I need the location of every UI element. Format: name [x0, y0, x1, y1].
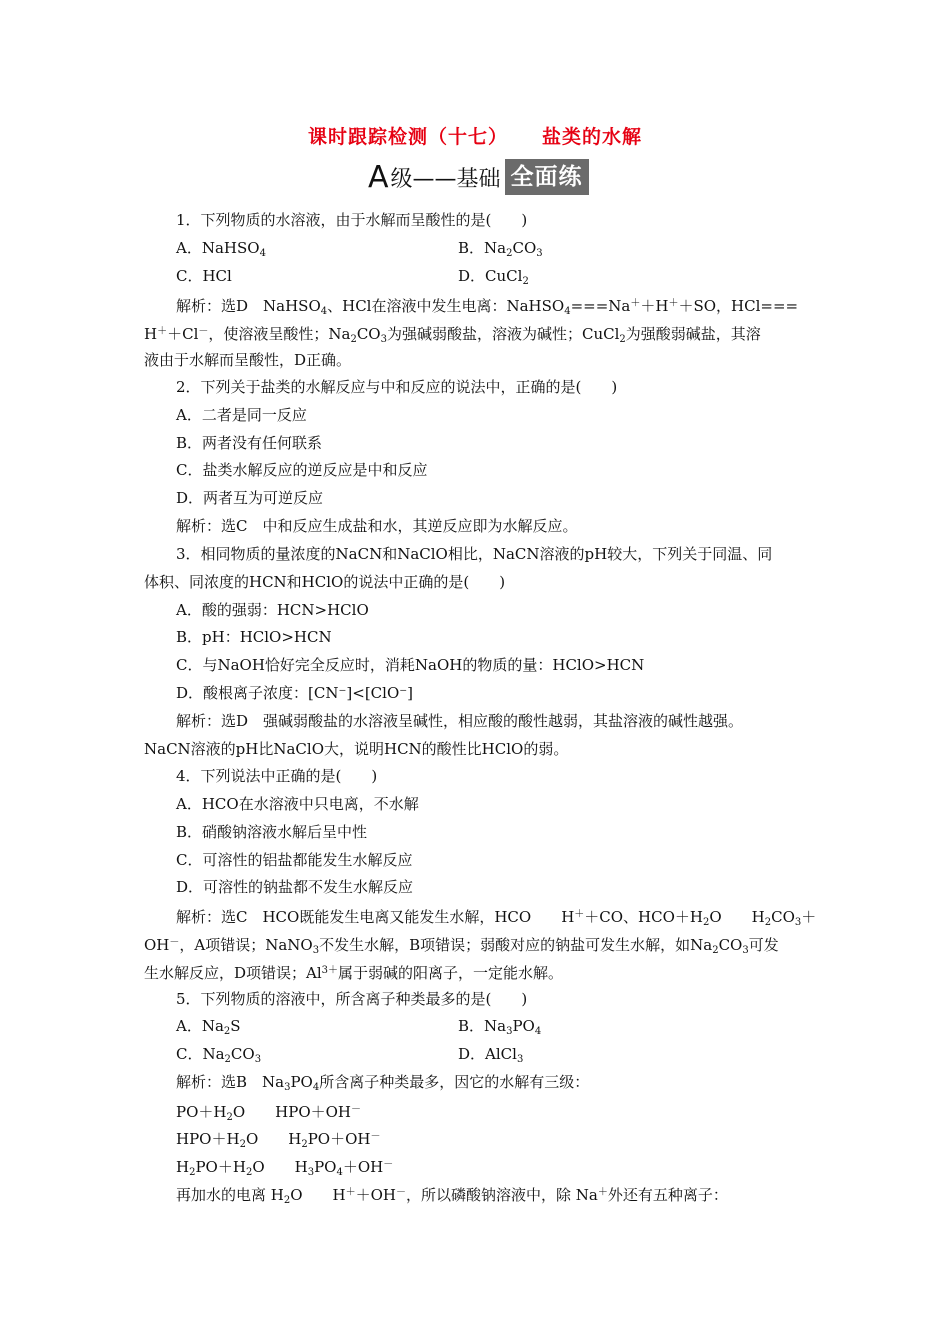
q4-explanation-3: 生水解反应，D项错误；$Al^{3+}$属于弱碱的阳离子，一定能水解。: [144, 964, 564, 982]
q3-option-d: D．酸根离子浓度：[CN⁻]<[ClO⁻]: [176, 684, 414, 702]
q5-option-a: A．$Na_2S$: [176, 1017, 241, 1037]
q1-option-d: D．CuCl$_2$: [458, 267, 529, 287]
level-letter: A: [368, 159, 389, 195]
q4-option-b: B．硝酸钠溶液水解后呈中性: [176, 823, 368, 841]
q1-explanation-2: H＋＋Cl－，使溶液呈酸性；$Na_2CO_3$为强碱弱酸盐，溶液为碱性；CuCl$_2$为强酸弱碱盐，其溶: [144, 325, 761, 345]
q5-option-b: B．$Na_3PO_4$: [458, 1017, 542, 1037]
q1-option-a: A．NaHSO$_4$: [176, 239, 266, 259]
q2-explanation: 解析：选C 中和反应生成盐和水，其逆反应即为水解反应。: [176, 517, 578, 535]
q5-equation-1: $PO+H_2O$ HPO＋OH－: [176, 1103, 362, 1123]
title-left: 课时跟踪检测（十七）: [307, 126, 508, 148]
q1-stem: 1．下列物质的水溶液，由于水解而呈酸性的是( ): [176, 211, 528, 229]
q2-stem: 2．下列关于盐类的水解反应与中和反应的说法中，正确的是( ): [176, 378, 618, 396]
q2-option-a: A．二者是同一反应: [176, 406, 307, 424]
q4-explanation-2: OH－，A项错误；NaNO$_3$不发生水解，B项错误；弱酸对应的钠盐可发生水解，如$Na_2CO_3$可发: [144, 936, 779, 956]
q5-option-c: C．$Na_2CO_3$: [176, 1045, 262, 1065]
q4-option-a: A．HCO在水溶液中只电离，不水解: [176, 795, 419, 813]
q4-explanation-1: 解析：选C HCO既能发生电离又能发生水解，HCO H＋＋CO、$HCO+H_2O$ $H_2CO_3+$: [176, 908, 817, 928]
q3-option-a: A．酸的强弱：HCN>HClO: [176, 601, 369, 619]
q3-stem-1: 3．相同物质的量浓度的NaCN和NaClO相比，NaCN溶液的pH较大，下列关于同温、同: [176, 545, 773, 563]
q4-option-d: D．可溶性的钠盐都不发生水解反应: [176, 878, 414, 896]
title-right: 盐类的水解: [542, 126, 643, 148]
page-title: [0, 122, 950, 149]
q3-stem-2: 体积、同浓度的HCN和HClO的说法中正确的是( ): [144, 573, 506, 591]
q5-option-d: D．AlCl$_3$: [458, 1045, 524, 1065]
level-heading: [368, 157, 589, 197]
q1-explanation-3: 液由于水解而呈酸性，D正确。: [144, 351, 352, 369]
q2-option-d: D．两者互为可逆反应: [176, 489, 324, 507]
level-badge: 全面练: [505, 159, 589, 195]
q5-equation-2: $HPO+H_2O$ $H_2PO+OH^-$: [176, 1130, 381, 1150]
q5-stem: 5．下列物质的溶液中，所含离子种类最多的是( ): [176, 990, 528, 1008]
level-text: 级——基础: [390, 166, 501, 192]
q4-stem: 4．下列说法中正确的是( ): [176, 767, 378, 785]
q1-option-b: B．$Na_2CO_3$: [458, 239, 543, 259]
q1-explanation-1: 解析：选D NaHSO$_4$、HCl在溶液中发生电离：NaHSO$_4$===Na＋＋H＋＋SO，HCl===: [176, 297, 799, 317]
q3-explanation-2: NaCN溶液的pH比NaClO大，说明HCN的酸性比HClO的弱。: [144, 740, 569, 758]
q3-explanation-1: 解析：选D 强碱弱酸盐的水溶液呈碱性，相应酸的酸性越弱，其盐溶液的碱性越强。: [176, 712, 744, 730]
q5-explanation: 解析：选B $Na_3PO_4$所含离子种类最多，因它的水解有三级：: [176, 1073, 590, 1093]
q4-option-c: C．可溶性的铝盐都能发生水解反应: [176, 851, 413, 869]
q5-conclusion: 再加水的电离 $H_2O$ H＋＋OH－，所以磷酸钠溶液中，除 Na＋外还有五种离子：: [176, 1186, 728, 1206]
q3-option-b: B．pH：HClO>HCN: [176, 628, 332, 646]
q1-option-c: C．HCl: [176, 267, 232, 285]
q5-equation-3: $H_2PO+H_2O$ $H_3PO_4+OH^-$: [176, 1158, 394, 1178]
q2-option-c: C．盐类水解反应的逆反应是中和反应: [176, 461, 428, 479]
q3-option-c: C．与NaOH恰好完全反应时，消耗NaOH的物质的量：HClO>HCN: [176, 656, 645, 674]
q2-option-b: B．两者没有任何联系: [176, 434, 323, 452]
